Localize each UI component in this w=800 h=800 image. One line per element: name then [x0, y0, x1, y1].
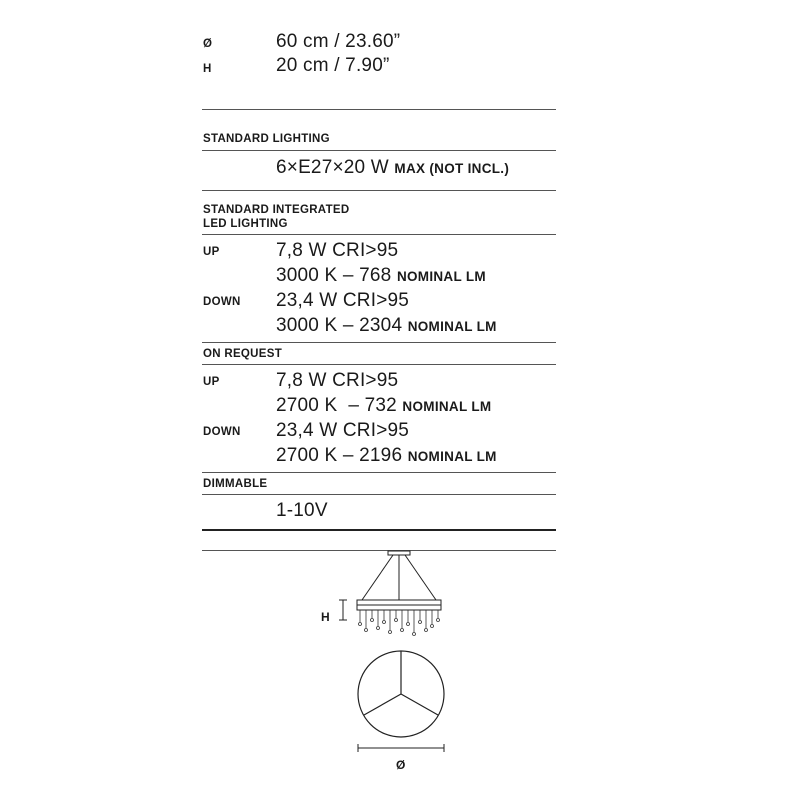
standard-lighting-value — [276, 157, 509, 179]
dimmable-heading: DIMMABLE — [203, 478, 268, 490]
request-down-temp-lm: 2700 K – 2196 — [276, 445, 403, 466]
led-down-temp-lm: 3000 K – 2304 — [276, 315, 403, 336]
dimmable-value: 1-10V — [276, 500, 328, 521]
divider — [202, 494, 556, 495]
led-up-output — [276, 265, 486, 287]
request-down-power: 23,4 W CRI>95 — [276, 420, 410, 441]
request-down-unit: NOMINAL LM — [407, 449, 497, 464]
request-up-unit: NOMINAL LM — [402, 399, 492, 414]
request-up-output — [276, 395, 491, 417]
request-up-power: 7,8 W CRI>95 — [276, 370, 399, 391]
drawing-diameter-label: Ø — [396, 758, 406, 772]
divider — [202, 364, 556, 365]
ceiling-canopy — [388, 551, 410, 555]
on-request-heading: ON REQUEST — [203, 348, 283, 360]
crystal-drops — [359, 610, 440, 636]
suspension-cable — [362, 555, 393, 600]
divider — [202, 150, 556, 151]
led-up-power: 7,8 W CRI>95 — [276, 240, 399, 261]
standard-lighting-spec: 6×E27×20 W — [276, 157, 389, 178]
request-up-label: UP — [203, 376, 220, 388]
led-down-unit: NOMINAL LM — [407, 319, 497, 334]
led-down-label: DOWN — [203, 296, 241, 308]
divider — [202, 342, 556, 343]
technical-drawing — [300, 548, 500, 773]
height-symbol: H — [203, 63, 212, 75]
divider — [202, 472, 556, 473]
diameter-value: 60 cm / 23.60” — [276, 31, 401, 52]
led-down-output — [276, 315, 497, 337]
drawing-height-label: H — [321, 610, 330, 624]
integrated-led-heading-line2: LED LIGHTING — [203, 218, 288, 230]
request-down-label: DOWN — [203, 426, 241, 438]
plan-view-arm — [401, 694, 438, 715]
integrated-led-heading-line1: STANDARD INTEGRATED — [203, 204, 350, 216]
request-down-output — [276, 445, 497, 467]
divider — [202, 109, 556, 110]
divider-thick — [202, 529, 556, 531]
led-up-unit: NOMINAL LM — [396, 269, 486, 284]
standard-lighting-heading: STANDARD LIGHTING — [203, 133, 330, 145]
plan-view-arm — [364, 694, 401, 715]
led-up-temp-lm: 3000 K – 768 — [276, 265, 392, 286]
led-down-power: 23,4 W CRI>95 — [276, 290, 410, 311]
suspension-cable — [405, 555, 436, 600]
height-value: 20 cm / 7.90” — [276, 55, 390, 76]
diameter-symbol: Ø — [203, 38, 213, 50]
led-up-label: UP — [203, 246, 220, 258]
divider — [202, 190, 556, 191]
request-up-temp-lm: 2700 K – 732 — [276, 395, 397, 416]
integrated-led-heading — [203, 203, 349, 231]
standard-lighting-suffix: MAX (NOT INCL.) — [394, 161, 510, 176]
divider — [202, 234, 556, 235]
